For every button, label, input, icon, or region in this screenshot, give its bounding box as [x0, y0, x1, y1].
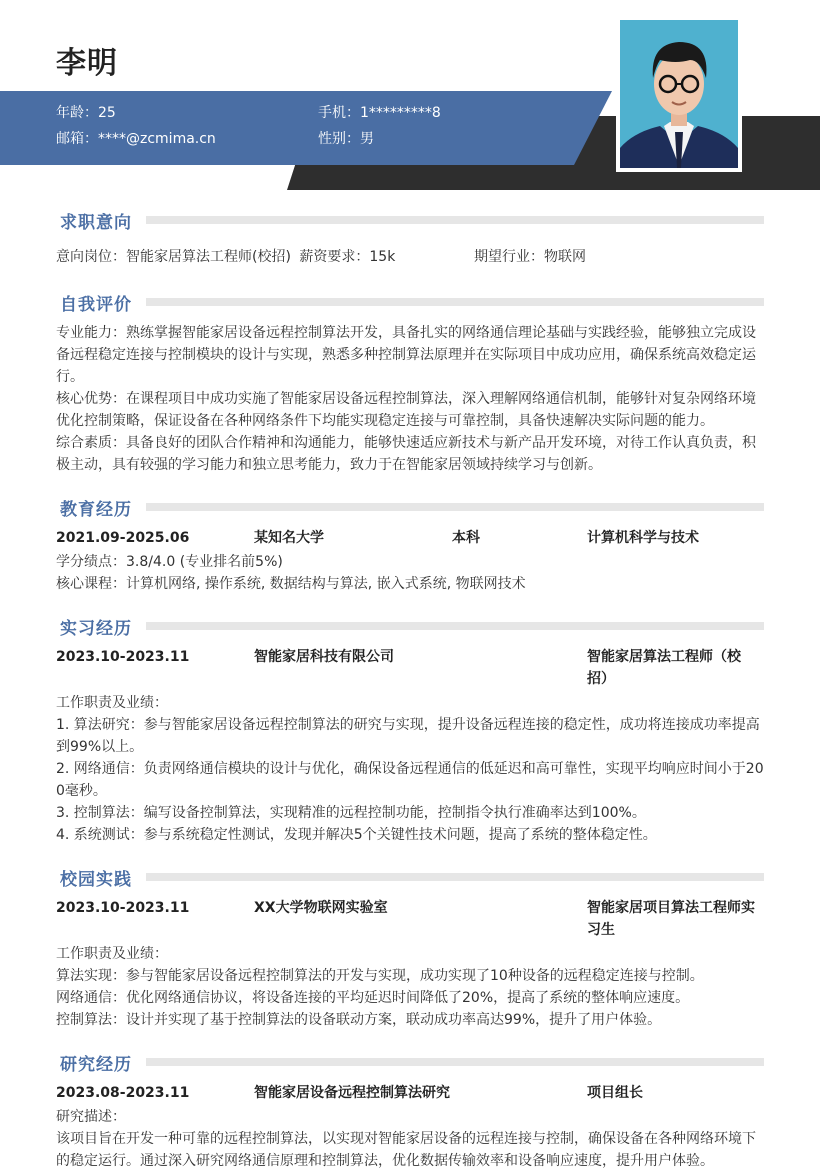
age-field: 年龄：25 [56, 105, 116, 121]
research-line: 的稳定运行。通过深入研究网络通信原理和控制算法，优化数据传输效率和设备响应速度，提升用户体验。 [56, 1153, 714, 1169]
internship-intro: 工作职责及业绩： [56, 695, 168, 711]
section-title: 自我评价 [60, 295, 132, 315]
section-divider [146, 622, 764, 630]
section-title: 教育经历 [60, 500, 132, 520]
intent-industry: 期望行业：物联网 [474, 249, 586, 265]
internship-line: 0毫秒。 [56, 783, 107, 799]
research-line: 该项目旨在开发一种可靠的远程控制算法，以实现对智能家居设备的远程连接与控制，确保设备在各种网络环境下 [56, 1131, 756, 1147]
research-project: 智能家居设备远程控制算法研究 [254, 1085, 450, 1101]
section-title: 研究经历 [60, 1055, 132, 1075]
self-eval-line: 综合素质：具备良好的团队合作精神和沟通能力，能够快速适应新技术与新产品开发环境，对待工作认真负责，积 [56, 435, 756, 451]
research-role: 项目组长 [587, 1085, 643, 1101]
job-intent-row [56, 246, 764, 268]
section-divider [146, 298, 764, 306]
education-courses: 核心课程：计算机网络, 操作系统, 数据结构与算法, 嵌入式系统, 物联网技术 [56, 576, 526, 592]
section-divider [146, 216, 764, 224]
section-education-header [56, 495, 764, 519]
intent-position: 意向岗位：智能家居算法工程师(校招) [56, 249, 291, 265]
self-eval-line: 备远程稳定连接与控制模块的设计与实现，熟悉多种控制算法原理并在实际项目中成功应用，确保系统高效稳定运 [56, 347, 756, 363]
campus-line: 算法实现：参与智能家居设备远程控制算法的开发与实现，成功实现了10种设备的远程稳定连接与控制。 [56, 968, 704, 984]
profile-photo [616, 16, 742, 172]
campus-row [56, 897, 764, 941]
internship-date: 2023.10-2023.11 [56, 649, 190, 665]
email-field: 邮箱：****@zcmima.cn [56, 131, 216, 147]
campus-line: 网络通信：优化网络通信协议，将设备连接的平均延迟时间降低了20%，提高了系统的整体响应速度。 [56, 990, 690, 1006]
gender-field: 性别：男 [318, 131, 374, 147]
section-internship-header [56, 614, 764, 638]
internship-line: 2. 网络通信：负责网络通信模块的设计与优化，确保设备远程通信的低延迟和高可靠性，实现平均响应时间小于20 [56, 761, 764, 777]
self-eval-line: 行。 [56, 369, 84, 385]
portrait-image [620, 20, 738, 168]
internship-role-cont: 招） [587, 671, 615, 687]
self-eval-line: 专业能力：熟练掌握智能家居设备远程控制算法开发，具备扎实的网络通信理论基础与实践经验，能够独立完成设 [56, 325, 756, 341]
internship-line: 到99%以上。 [56, 739, 144, 755]
section-divider [146, 503, 764, 511]
campus-date: 2023.10-2023.11 [56, 900, 190, 916]
education-date: 2021.09-2025.06 [56, 530, 190, 546]
candidate-name: 李明 [56, 46, 118, 81]
internship-line: 3. 控制算法：编写设备控制算法，实现精准的远程控制功能，控制指令执行准确率达到100%。 [56, 805, 646, 821]
education-degree: 本科 [452, 530, 480, 546]
section-divider [146, 873, 764, 881]
section-research-header [56, 1050, 764, 1074]
self-eval-line: 核心优势：在课程项目中成功实施了智能家居设备远程控制算法，深入理解网络通信机制，能够针对复杂网络环境 [56, 391, 756, 407]
internship-company: 智能家居科技有限公司 [254, 649, 394, 665]
education-school: 某知名大学 [254, 530, 324, 546]
education-gpa: 学分绩点：3.8/4.0 (专业排名前5%) [56, 554, 283, 570]
section-title: 校园实践 [60, 870, 132, 890]
campus-line: 控制算法：设计并实现了基于控制算法的设备联动方案，联动成功率高达99%，提升了用户体验。 [56, 1012, 662, 1028]
section-title: 实习经历 [60, 619, 132, 639]
campus-role-cont: 习生 [587, 922, 615, 938]
section-title: 求职意向 [60, 213, 132, 233]
internship-role: 智能家居算法工程师（校 [587, 649, 741, 665]
intent-salary: 薪资要求：15k [299, 249, 396, 265]
research-date: 2023.08-2023.11 [56, 1085, 190, 1101]
education-major: 计算机科学与技术 [587, 530, 699, 546]
campus-org: XX大学物联网实验室 [254, 900, 388, 916]
section-self-eval-header [56, 290, 764, 314]
research-intro: 研究描述： [56, 1109, 126, 1125]
self-eval-line: 优化控制策略，保证设备在各种网络条件下均能实现稳定连接与可靠控制，具备快速解决实际问题的能力。 [56, 413, 714, 429]
campus-role: 智能家居项目算法工程师实 [587, 900, 755, 916]
phone-field: 手机：1*********8 [318, 105, 441, 121]
internship-line: 1. 算法研究：参与智能家居设备远程控制算法的研究与实现，提升设备远程连接的稳定性，成功将连接成功率提高 [56, 717, 760, 733]
campus-intro: 工作职责及业绩： [56, 946, 168, 962]
self-eval-line: 极主动，具有较强的学习能力和独立思考能力，致力于在智能家居领域持续学习与创新。 [56, 457, 602, 473]
section-divider [146, 1058, 764, 1066]
internship-line: 4. 系统测试：参与系统稳定性测试，发现并解决5个关键性技术问题，提高了系统的整体稳定性。 [56, 827, 657, 843]
section-campus-header [56, 865, 764, 889]
internship-row [56, 646, 764, 690]
section-job-intent-header [56, 208, 764, 232]
